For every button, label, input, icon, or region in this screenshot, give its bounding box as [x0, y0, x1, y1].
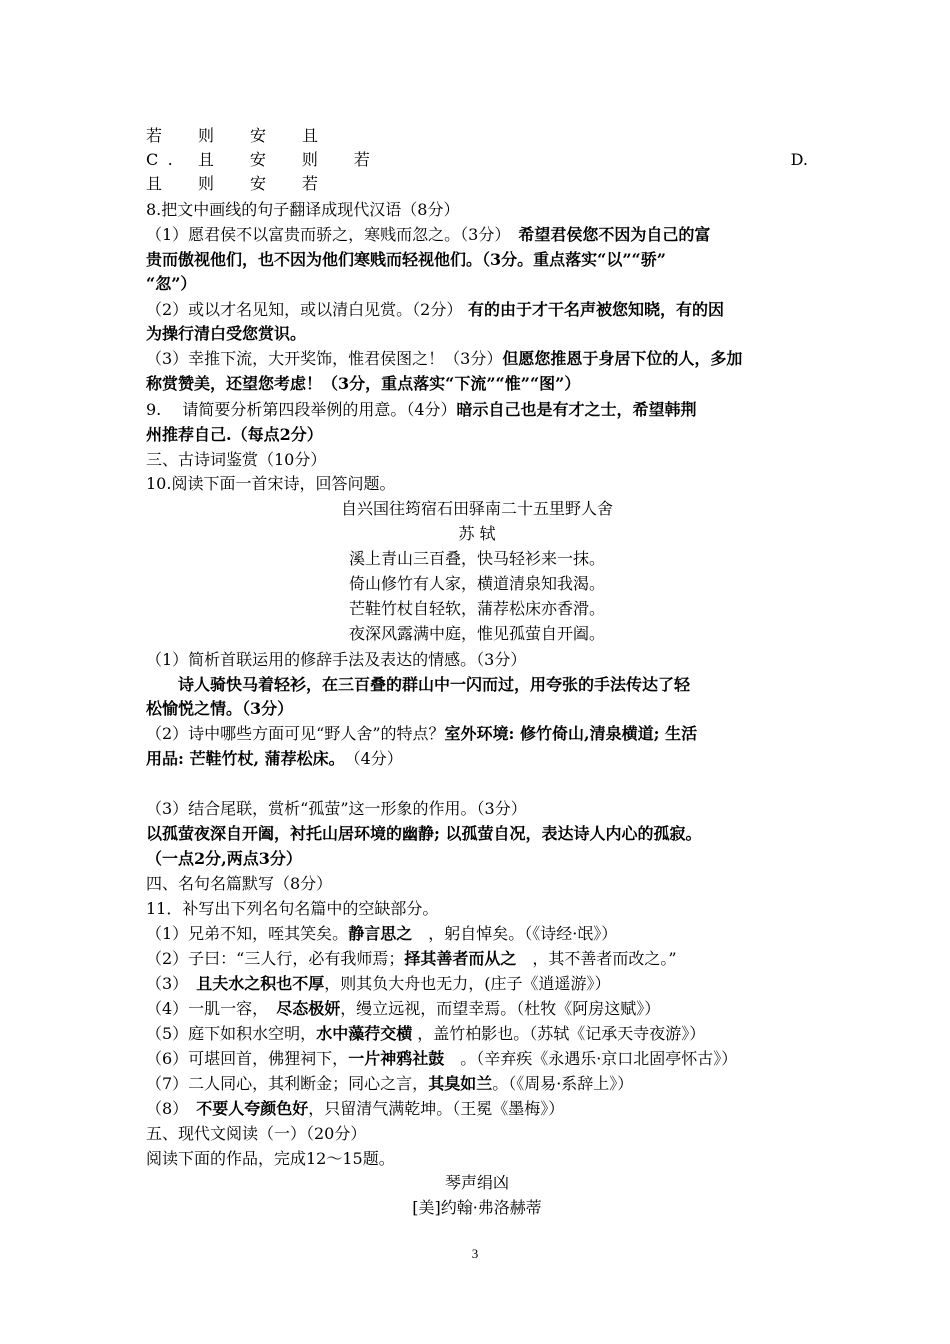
option-c-line	[146, 148, 808, 172]
recite-item	[146, 1047, 808, 1071]
q8-s2-line1	[146, 298, 808, 322]
section3-heading: 三、古诗词鉴赏（10分）	[146, 450, 327, 469]
q9-answer-cont: 州推荐自己.（每点2分）	[146, 425, 323, 444]
option-c-text: C. 且 安 则 若	[146, 150, 380, 169]
poem-line: 夜深风露满中庭，惟见孤萤自开阖。	[348, 624, 605, 643]
q10-p3-question: （3）结合尾联，赏析“孤萤”这一形象的作用。（3分）	[146, 799, 527, 818]
recite-pre: （3）	[146, 974, 197, 993]
option-d-label: D.	[790, 150, 808, 169]
section5-heading: 五、现代文阅读（一）（20分）	[146, 1124, 367, 1143]
recite-answer: 且夫水之积也不厚	[196, 974, 325, 993]
q10-p1-answer-cont: 松愉悦之情。（3分）	[146, 699, 294, 718]
q10-p1-question: （1）简析首联运用的修辞手法及表达的情感。（3分）	[146, 650, 527, 669]
recite-pre: （6）可堪回首，佛狸祠下，	[146, 1049, 349, 1068]
q10-prompt: 10.阅读下面一首宋诗，回答问题。	[146, 474, 396, 493]
section5-intro: 阅读下面的作品，完成12～15题。	[146, 1149, 395, 1168]
section4-heading: 四、名句名篇默写（8分）	[146, 874, 333, 893]
option-d-line: 且 则 安 若	[146, 174, 329, 193]
q8-s3-answer-cont: 称赏赞美，还望您考虑！（3分，重点落实“下流”“惟”“图”）	[146, 374, 581, 393]
q10-p2-answer: 室外环境: 修竹倚山,清泉横道; 生活	[444, 724, 698, 743]
recite-pre: （4）一肌一容，	[146, 999, 277, 1018]
q8-s1-answer-end: “忽”）	[146, 274, 197, 293]
recite-post: 。（辛弃疾《永遇乐·京口北固亭怀古》）	[444, 1049, 738, 1068]
recite-pre: （8）	[146, 1099, 197, 1118]
recite-post: 。（《周易·系辞上》）	[492, 1074, 634, 1093]
recite-post: ，则其负大舟也无力，(庄子《逍遥游》）	[324, 974, 611, 993]
recite-answer: 静言思之	[348, 924, 413, 943]
recite-item	[146, 1022, 808, 1046]
poem-line: 溪上青山三百叠，快马轻衫来一抹。	[348, 549, 605, 568]
q8-s2-question: （2）或以才名见知，或以清白见赏。（2分）	[146, 300, 463, 319]
q8-title: 8.把文中画线的句子翻译成现代汉语（8分）	[146, 200, 460, 219]
recite-item	[146, 1072, 808, 1096]
recite-post: ，只留清气满乾坤。（王冕《墨梅》）	[308, 1099, 565, 1118]
q8-s3-answer: 但愿您推恩于身居下位的人，多加	[502, 349, 743, 368]
q8-s1-question: （1）愿君侯不以富贵而骄之，寒贱而忽之。（3分）	[146, 225, 519, 244]
recite-post: ，盖竹柏影也。（苏轼《记承天寺夜游》）	[412, 1024, 706, 1043]
recite-answer: 一片神鸦社鼓	[348, 1049, 445, 1068]
poem-line: 芒鞋竹杖自轻软，蒲荐松床亦香滑。	[348, 599, 605, 618]
recite-post: ，缦立远视，而望幸焉。（杜牧《阿房这赋》）	[340, 999, 661, 1018]
recite-pre: （5）庭下如积水空明，	[146, 1024, 317, 1043]
recite-item	[146, 922, 808, 946]
recite-post: ，躬自悼矣。（《诗经·氓》）	[412, 924, 618, 943]
recite-pre: （1）兄弟不知，咥其笑矣。	[146, 924, 349, 943]
q10-p1-answer: 诗人骑快马着轻衫，在三百叠的群山中一闪而过，用夸张的手法传达了轻	[146, 675, 691, 694]
q10-p2-line1	[146, 722, 808, 746]
story-author: [美]约翰·弗洛赫蒂	[412, 1198, 542, 1217]
q8-s3-line1	[146, 347, 808, 371]
q8-s1-answer-cont: 贵而傲视他们，也不因为他们寒贱而轻视他们。（3分。重点落实“以”“骄”	[146, 250, 666, 269]
q10-p2-question: （2）诗中哪些方面可见“野人舍”的特点？	[146, 724, 445, 743]
recite-answer: 水中藻荇交横	[316, 1024, 413, 1043]
recite-answer: 尽态极妍	[276, 999, 341, 1018]
page-number: 3	[471, 1246, 479, 1261]
q8-s1-line1	[146, 223, 808, 247]
poem-title: 自兴国往筠宿石田驿南二十五里野人舍	[340, 499, 613, 518]
recite-item	[146, 972, 808, 996]
q8-s3-question: （3）幸推下流，大开奖饰，惟君侯图之！（3分）	[146, 349, 503, 368]
q10-p2-line2	[146, 747, 808, 771]
recite-pre: （2）子曰：“三人行，必有我师焉；	[146, 949, 405, 968]
recite-item	[146, 947, 808, 971]
q10-p2-points: （4分）	[336, 749, 403, 768]
q9-question: 9. 请简要分析第四段举例的用意。（4分）	[146, 400, 457, 419]
q10-p3-answer: 以孤萤夜深自开阖，衬托山居环境的幽静; 以孤萤自况，表达诗人内心的孤寂。	[146, 824, 702, 843]
q10-p2-answer-cont: 用品: 芒鞋竹杖, 蒲荐松床。	[146, 749, 337, 768]
q9-line1	[146, 398, 808, 422]
recite-post: ，其不善者而改之。”	[516, 949, 677, 968]
story-title: 琴声绢凶	[444, 1173, 509, 1192]
q10-p3-answer-cont: （一点2分,两点3分）	[146, 849, 302, 868]
recite-answer: 其臭如兰	[428, 1074, 493, 1093]
q8-s1-answer: 希望君侯您不因为自己的富	[518, 225, 711, 244]
recite-answer: 不要人夸颜色好	[196, 1099, 309, 1118]
poem-author: 苏 轼	[458, 524, 496, 543]
q9-answer: 暗示自己也是有才之士，希望韩荆	[456, 400, 697, 419]
poem-line: 倚山修竹有人家，横道清泉知我渴。	[348, 574, 605, 593]
recite-item	[146, 997, 808, 1021]
recite-answer: 择其善者而从之	[404, 949, 517, 968]
recite-pre: （7）二人同心，其利断金；同心之言，	[146, 1074, 429, 1093]
recite-item	[146, 1097, 808, 1121]
q8-s2-answer: 有的由于才干名声被您知晓，有的因	[462, 300, 724, 319]
q11-prompt: 11．补写出下列名句名篇中的空缺部分。	[146, 899, 439, 918]
q8-s2-answer-cont: 为操行清白受您赏识。	[146, 324, 307, 343]
option-a-line: 若 则 安 且	[146, 126, 329, 145]
